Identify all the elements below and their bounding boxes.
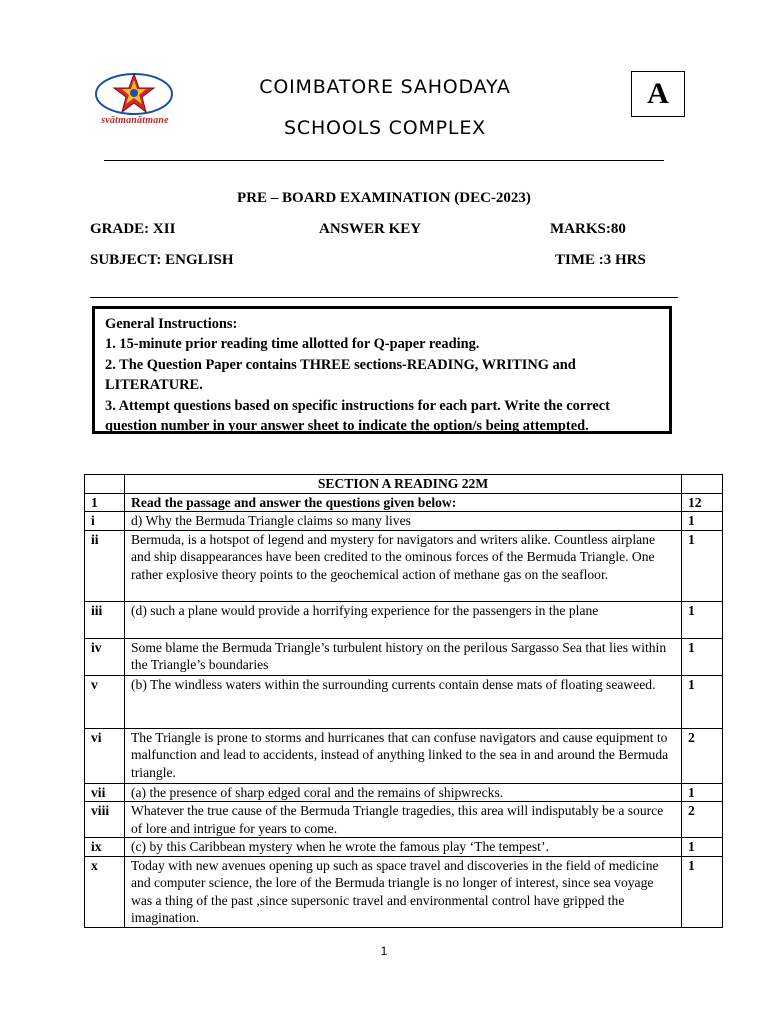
logo-tagline: svātmanātmane <box>101 115 169 126</box>
grade-label: GRADE: XII <box>90 221 176 237</box>
instruction-item: 3. Attempt questions based on specific instructions for each part. Write the correct question number in your answer sheet to indicate the option/s being attempted. <box>105 397 610 435</box>
answer-key-table <box>84 474 723 928</box>
question-marks: 1 <box>682 783 723 802</box>
table-row <box>85 638 723 675</box>
document-type: ANSWER KEY <box>319 221 422 237</box>
answer-text: Today with new avenues opening up such as space travel and discoveries in the field of medicine and computer science, the lore of the Bermuda triangle is no longer of interest, since sea voyage was a thing of the past ,since supersonic travel and environmental control have gripped the imagination. <box>125 856 682 927</box>
answer-text: Some blame the Bermuda Triangle’s turbulent history on the perilous Sargasso Sea that lies within the Triangle’s boundaries <box>125 638 682 675</box>
question-marks: 2 <box>682 802 723 838</box>
header-divider <box>104 160 664 161</box>
table-row <box>85 493 723 512</box>
question-number: v <box>85 675 125 728</box>
question-marks: 1 <box>682 838 723 857</box>
section-title: SECTION A READING 22M <box>125 475 682 494</box>
answer-text: (b) The windless waters within the surrounding currents contain dense mats of floating seaweed. <box>125 675 682 728</box>
answer-text: d) Why the Bermuda Triangle claims so many lives <box>125 512 682 531</box>
question-number: x <box>85 856 125 927</box>
table-row <box>85 530 723 601</box>
question-marks: 1 <box>682 530 723 601</box>
table-row <box>85 675 723 728</box>
subject-label: SUBJECT: ENGLISH <box>90 252 234 268</box>
question-number: i <box>85 512 125 531</box>
table-row <box>85 601 723 638</box>
table-row <box>85 512 723 531</box>
question-marks: 2 <box>682 728 723 783</box>
question-number: iv <box>85 638 125 675</box>
question-number: iii <box>85 601 125 638</box>
time-allowed: TIME :3 HRS <box>555 252 646 268</box>
question-number: vi <box>85 728 125 783</box>
answer-text: (a) the presence of sharp edged coral and the remains of shipwrecks. <box>125 783 682 802</box>
table-row <box>85 856 723 927</box>
table-row <box>85 802 723 838</box>
table-row <box>85 728 723 783</box>
instructions-title: General Instructions: <box>105 316 238 332</box>
answer-text: Whatever the true cause of the Bermuda Triangle tragedies, this area will indisputably be a source of lore and intrigue for years to come. <box>125 802 682 838</box>
answer-text: (c) by this Caribbean mystery when he wrote the famous play ‘The tempest’. <box>125 838 682 857</box>
answer-text: Read the passage and answer the questions given below: <box>125 493 682 512</box>
question-number: ii <box>85 530 125 601</box>
question-number: vii <box>85 783 125 802</box>
section-header-row <box>85 475 723 494</box>
answer-text: The Triangle is prone to storms and hurricanes that can confuse navigators and cause equipment to malfunction and lead to accidents, instead of anything linked to the sea in and around the Bermuda triangle. <box>125 728 682 783</box>
answer-text: Bermuda, is a hotspot of legend and mystery for navigators and writers alike. Countless airplane and ship disappearances have been credited to the ominous forces of the Bermuda Triangle. One rather explosive theory points to the geochemical action of methane gas on the seafloor. <box>125 530 682 601</box>
question-marks: 1 <box>682 675 723 728</box>
exam-title: PRE – BOARD EXAMINATION (DEC-2023) <box>237 190 531 206</box>
table-row <box>85 783 723 802</box>
question-marks: 12 <box>682 493 723 512</box>
answer-text: (d) such a plane would provide a horrifying experience for the passengers in the plane <box>125 601 682 638</box>
question-marks: 1 <box>682 856 723 927</box>
page-number: 1 <box>380 944 388 958</box>
question-set-badge: A <box>631 71 685 117</box>
general-instructions-box <box>92 306 672 434</box>
organization-name: COIMBATORE SAHODAYA <box>259 76 511 98</box>
question-marks: 1 <box>682 638 723 675</box>
question-marks: 1 <box>682 512 723 531</box>
organization-subtitle: SCHOOLS COMPLEX <box>284 117 486 139</box>
instruction-item: 2. The Question Paper contains THREE sections-READING, WRITING and LITERATURE. <box>105 356 576 394</box>
question-marks: 1 <box>682 601 723 638</box>
section-divider <box>90 297 678 298</box>
question-number: 1 <box>85 493 125 512</box>
table-row <box>85 838 723 857</box>
instruction-item: 1. 15-minute prior reading time allotted for Q-paper reading. <box>105 336 480 353</box>
question-number: ix <box>85 838 125 857</box>
question-number: viii <box>85 802 125 838</box>
total-marks: MARKS:80 <box>550 221 626 237</box>
